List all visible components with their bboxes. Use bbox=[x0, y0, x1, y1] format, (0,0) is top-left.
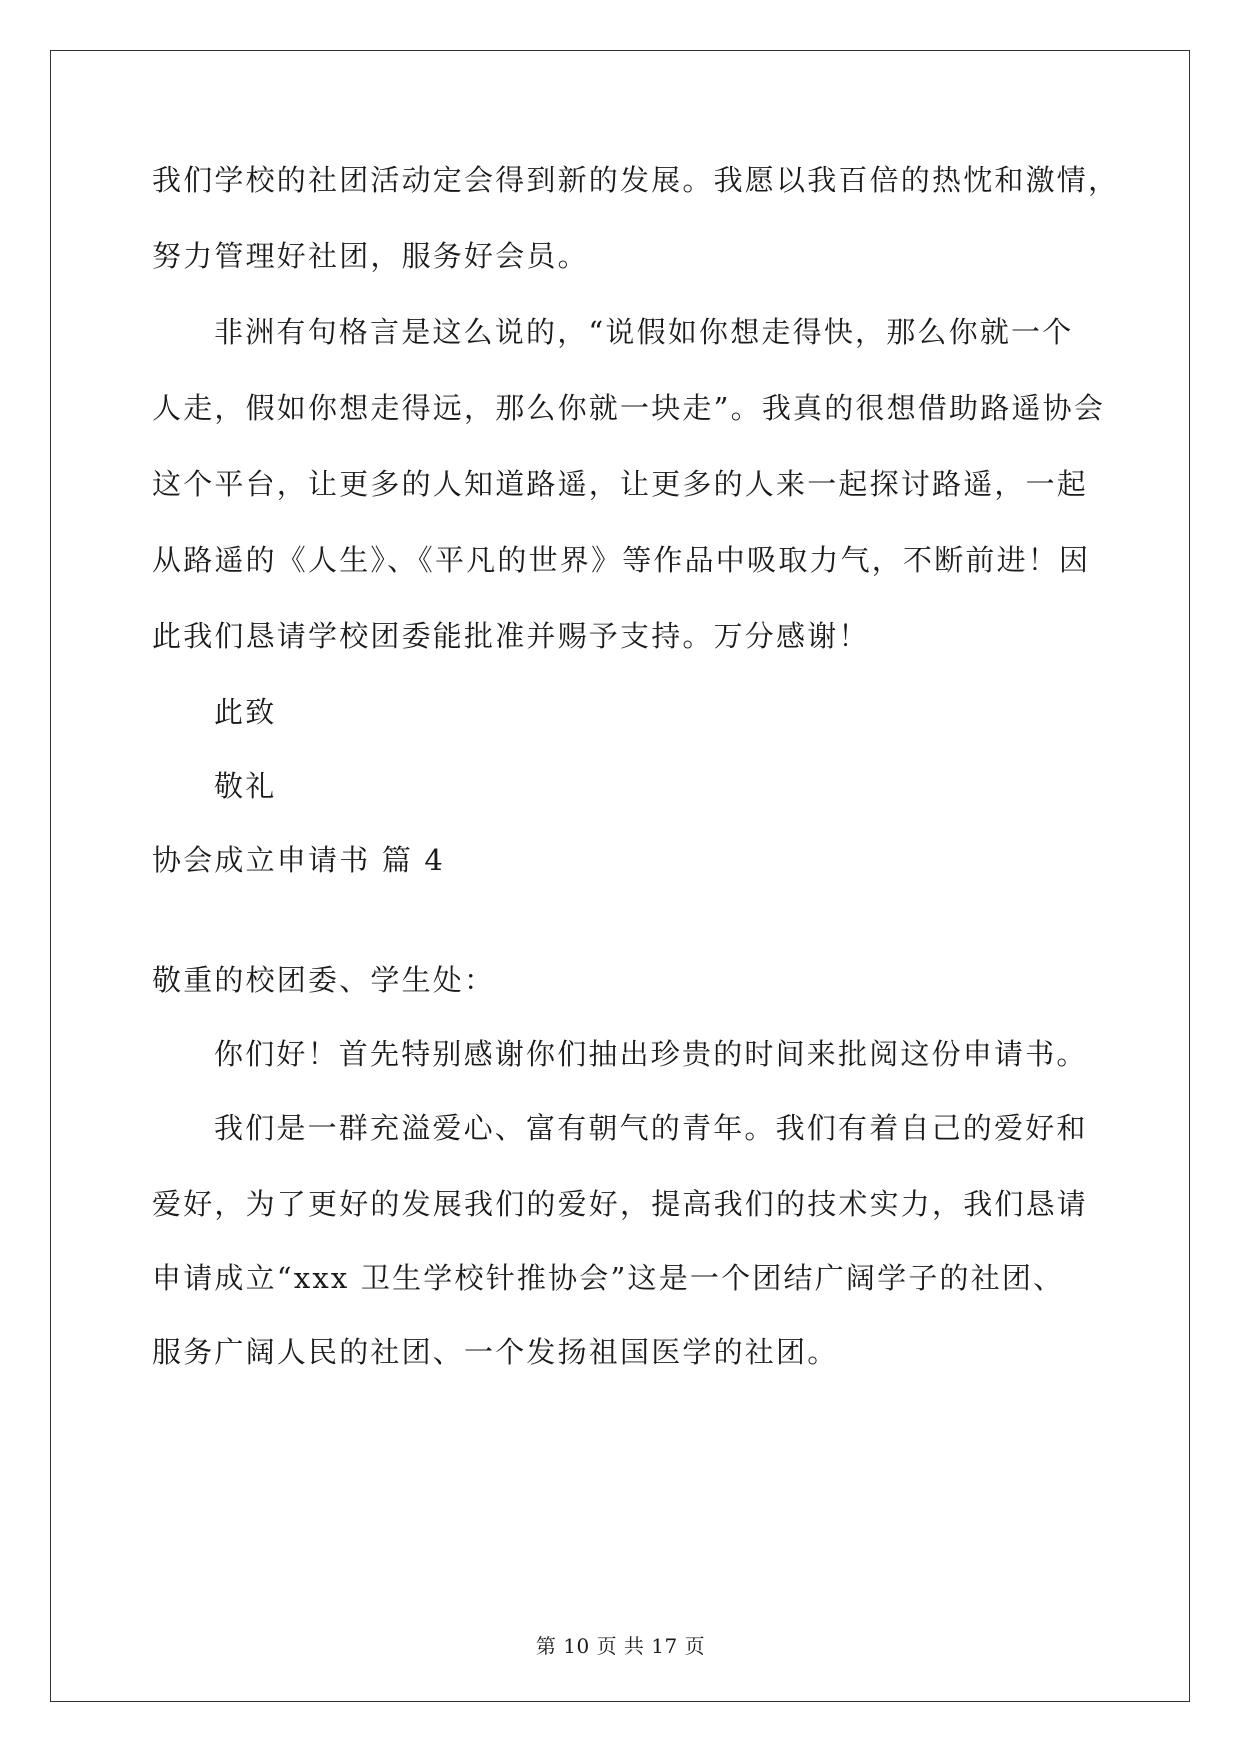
closing-regards: 敬礼 bbox=[214, 769, 277, 803]
body-line: 非洲有句格言是这么说的，“说假如你想走得快，那么你就一个 bbox=[214, 315, 1074, 349]
body-line: 努力管理好社团，服务好会员。 bbox=[152, 239, 589, 273]
body-line: 从路遥的《人生》、《平凡的世界》等作品中吸取力气，不断前进！因 bbox=[152, 543, 1091, 577]
body-line: 申请成立“xxx 卫生学校针推协会”这是一个团结广阔学子的社团、 bbox=[152, 1261, 1065, 1295]
body-line: 我们是一群充溢爱心、富有朝气的青年。我们有着自己的爱好和 bbox=[214, 1111, 1088, 1145]
section-heading: 协会成立申请书 篇 4 bbox=[152, 843, 446, 877]
body-line: 此我们恳请学校团委能批准并赐予支持。万分感谢！ bbox=[152, 619, 870, 653]
body-line: 爱好，为了更好的发展我们的爱好，提高我们的技术实力，我们恳请 bbox=[152, 1187, 1089, 1221]
letter-greeting: 敬重的校团委、学生处： bbox=[152, 963, 496, 997]
closing-salutation: 此致 bbox=[214, 695, 277, 729]
body-line: 这个平台，让更多的人知道路遥，让更多的人来一起探讨路遥，一起 bbox=[152, 467, 1089, 501]
body-line: 人走，假如你想走得远，那么你就一块走”。我真的很想借助路遥协会 bbox=[152, 391, 1106, 425]
body-line: 我们学校的社团活动定会得到新的发展。我愿以我百倍的热忱和激情， bbox=[152, 163, 1120, 197]
body-line: 你们好！首先特别感谢你们抽出珍贵的时间来批阅这份申请书。 bbox=[214, 1037, 1088, 1071]
page-number: 第 10 页 共 17 页 bbox=[535, 1634, 706, 1658]
body-line: 服务广阔人民的社团、一个发扬祖国医学的社团。 bbox=[152, 1335, 839, 1369]
